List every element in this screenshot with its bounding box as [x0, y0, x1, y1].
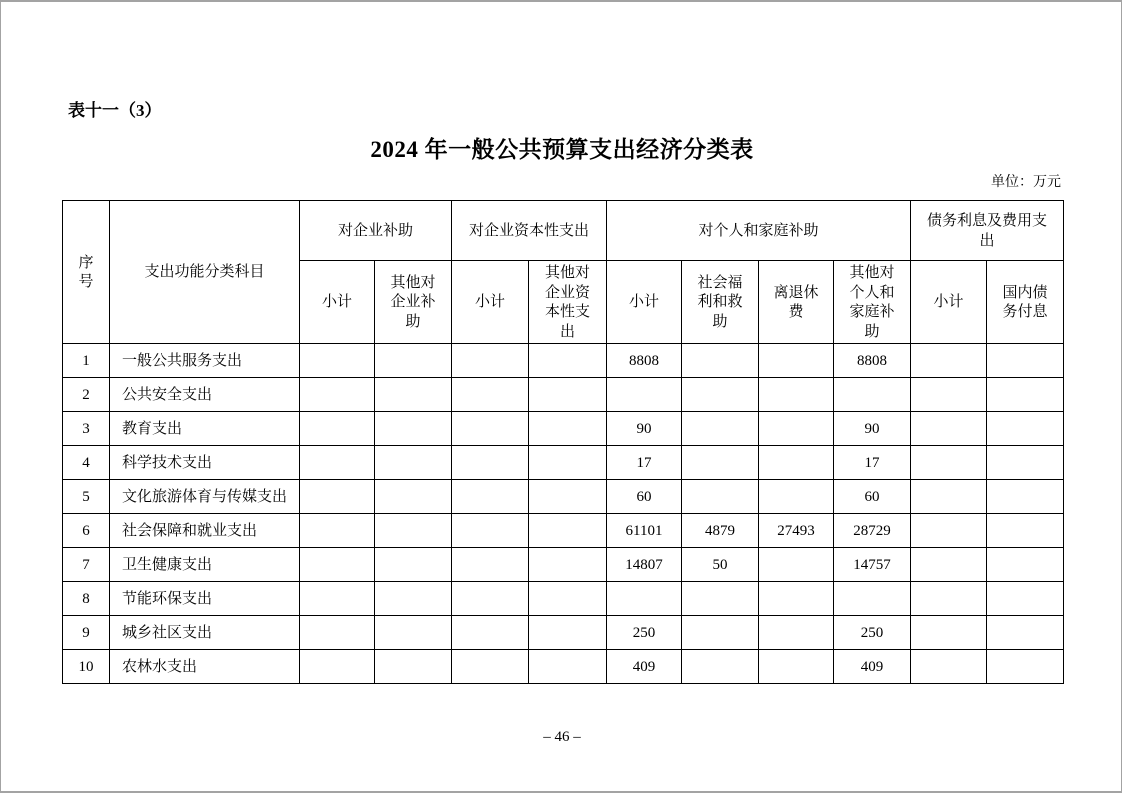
table-row: [63, 514, 1064, 548]
table-row: [63, 412, 1064, 446]
page-title: 2024 年一般公共预算支出经济分类表: [370, 137, 754, 162]
value-cell: [682, 378, 759, 412]
value-cell: 28729: [834, 514, 911, 548]
value-cell: [834, 378, 911, 412]
value-cell: [987, 378, 1064, 412]
value-cell: 60: [834, 480, 911, 514]
row-number-cell: 8: [63, 582, 110, 616]
value-cell: 4879: [682, 514, 759, 548]
table-row: [63, 548, 1064, 582]
value-cell: [759, 412, 834, 446]
unit-label: 单位：万元: [991, 175, 1061, 190]
value-cell: [911, 514, 987, 548]
header-group-row: [63, 201, 1064, 261]
value-cell: [759, 378, 834, 412]
table-row: [63, 378, 1064, 412]
value-cell: [987, 650, 1064, 684]
value-cell: [375, 412, 452, 446]
value-cell: 14757: [834, 548, 911, 582]
value-cell: [834, 582, 911, 616]
value-cell: 61101: [607, 514, 682, 548]
value-cell: [529, 650, 607, 684]
value-cell: [759, 344, 834, 378]
value-cell: [375, 514, 452, 548]
row-number-cell: 2: [63, 378, 110, 412]
table-row: [63, 650, 1064, 684]
category-cell: 卫生健康支出: [110, 548, 300, 582]
value-cell: [375, 650, 452, 684]
budget-table: [62, 200, 1064, 684]
value-cell: [300, 344, 375, 378]
table-tag: 表十一（3）: [68, 101, 162, 120]
value-cell: [911, 616, 987, 650]
table-body: [63, 344, 1064, 684]
value-cell: [452, 480, 529, 514]
header-enterprise-other: 其他对企业补助: [375, 261, 452, 344]
value-cell: [529, 582, 607, 616]
value-cell: [682, 582, 759, 616]
header-social-welfare: 社会福利和救助: [682, 261, 759, 344]
header-individual-other: 其他对个人和家庭补助: [834, 261, 911, 344]
value-cell: [529, 548, 607, 582]
value-cell: [911, 480, 987, 514]
value-cell: [452, 344, 529, 378]
header-retirement: 离退休费: [759, 261, 834, 344]
value-cell: [759, 582, 834, 616]
value-cell: [375, 582, 452, 616]
header-group-enterprise-capital: 对企业资本性支出: [452, 201, 607, 261]
category-cell: 一般公共服务支出: [110, 344, 300, 378]
category-cell: 农林水支出: [110, 650, 300, 684]
value-cell: 27493: [759, 514, 834, 548]
value-cell: [452, 446, 529, 480]
value-cell: [911, 446, 987, 480]
value-cell: [452, 582, 529, 616]
value-cell: [911, 582, 987, 616]
value-cell: 250: [834, 616, 911, 650]
row-number-cell: 5: [63, 480, 110, 514]
value-cell: [759, 616, 834, 650]
table-row: [63, 480, 1064, 514]
page-number: – 46 –: [543, 729, 581, 745]
header-debt-subtotal: 小计: [911, 261, 987, 344]
value-cell: 8808: [834, 344, 911, 378]
value-cell: 14807: [607, 548, 682, 582]
value-cell: [300, 446, 375, 480]
value-cell: [529, 446, 607, 480]
header-category: 支出功能分类科目: [110, 201, 300, 344]
value-cell: [529, 412, 607, 446]
category-cell: 公共安全支出: [110, 378, 300, 412]
value-cell: [987, 514, 1064, 548]
value-cell: [375, 446, 452, 480]
value-cell: 17: [834, 446, 911, 480]
table-row: [63, 616, 1064, 650]
value-cell: [452, 548, 529, 582]
value-cell: 17: [607, 446, 682, 480]
header-group-individual-family: 对个人和家庭补助: [607, 201, 911, 261]
value-cell: [987, 480, 1064, 514]
value-cell: [911, 548, 987, 582]
table-header: [63, 201, 1064, 344]
row-number-cell: 1: [63, 344, 110, 378]
value-cell: [529, 344, 607, 378]
row-number-cell: 3: [63, 412, 110, 446]
category-cell: 教育支出: [110, 412, 300, 446]
value-cell: [300, 650, 375, 684]
value-cell: [987, 548, 1064, 582]
row-number-cell: 6: [63, 514, 110, 548]
value-cell: [682, 446, 759, 480]
value-cell: [529, 616, 607, 650]
value-cell: [529, 514, 607, 548]
value-cell: [987, 446, 1064, 480]
value-cell: [375, 344, 452, 378]
row-number-cell: 10: [63, 650, 110, 684]
value-cell: [682, 412, 759, 446]
header-individual-subtotal: 小计: [607, 261, 682, 344]
value-cell: [682, 616, 759, 650]
value-cell: 8808: [607, 344, 682, 378]
category-cell: 文化旅游体育与传媒支出: [110, 480, 300, 514]
value-cell: [375, 480, 452, 514]
header-capital-other: 其他对企业资本性支出: [529, 261, 607, 344]
value-cell: [987, 582, 1064, 616]
value-cell: [300, 616, 375, 650]
value-cell: [375, 548, 452, 582]
row-number-cell: 9: [63, 616, 110, 650]
value-cell: 60: [607, 480, 682, 514]
value-cell: [759, 446, 834, 480]
value-cell: [300, 378, 375, 412]
value-cell: [759, 548, 834, 582]
value-cell: [607, 378, 682, 412]
value-cell: [911, 412, 987, 446]
value-cell: [987, 616, 1064, 650]
value-cell: [529, 378, 607, 412]
value-cell: [300, 480, 375, 514]
value-cell: [911, 378, 987, 412]
value-cell: [452, 412, 529, 446]
header-group-debt-interest: 债务利息及费用支出: [911, 201, 1064, 261]
value-cell: 90: [607, 412, 682, 446]
header-group-enterprise-subsidy: 对企业补助: [300, 201, 452, 261]
table-row: [63, 582, 1064, 616]
value-cell: [911, 344, 987, 378]
value-cell: [911, 650, 987, 684]
value-cell: 250: [607, 616, 682, 650]
value-cell: [987, 344, 1064, 378]
value-cell: [529, 480, 607, 514]
value-cell: [452, 514, 529, 548]
row-number-cell: 7: [63, 548, 110, 582]
table-row: [63, 344, 1064, 378]
category-cell: 城乡社区支出: [110, 616, 300, 650]
value-cell: [682, 480, 759, 514]
value-cell: 50: [682, 548, 759, 582]
table-row: [63, 446, 1064, 480]
value-cell: [987, 412, 1064, 446]
value-cell: [300, 582, 375, 616]
value-cell: 90: [834, 412, 911, 446]
header-row-number: 序号: [63, 201, 110, 344]
value-cell: [375, 378, 452, 412]
value-cell: [452, 650, 529, 684]
header-enterprise-subtotal: 小计: [300, 261, 375, 344]
category-cell: 社会保障和就业支出: [110, 514, 300, 548]
category-cell: 科学技术支出: [110, 446, 300, 480]
value-cell: 409: [607, 650, 682, 684]
value-cell: [452, 616, 529, 650]
category-cell: 节能环保支出: [110, 582, 300, 616]
value-cell: [300, 514, 375, 548]
value-cell: [682, 650, 759, 684]
value-cell: [300, 548, 375, 582]
row-number-cell: 4: [63, 446, 110, 480]
value-cell: [375, 616, 452, 650]
value-cell: [759, 650, 834, 684]
value-cell: 409: [834, 650, 911, 684]
value-cell: [759, 480, 834, 514]
value-cell: [607, 582, 682, 616]
value-cell: [300, 412, 375, 446]
value-cell: [452, 378, 529, 412]
value-cell: [682, 344, 759, 378]
header-domestic-debt-interest: 国内债务付息: [987, 261, 1064, 344]
header-capital-subtotal: 小计: [452, 261, 529, 344]
